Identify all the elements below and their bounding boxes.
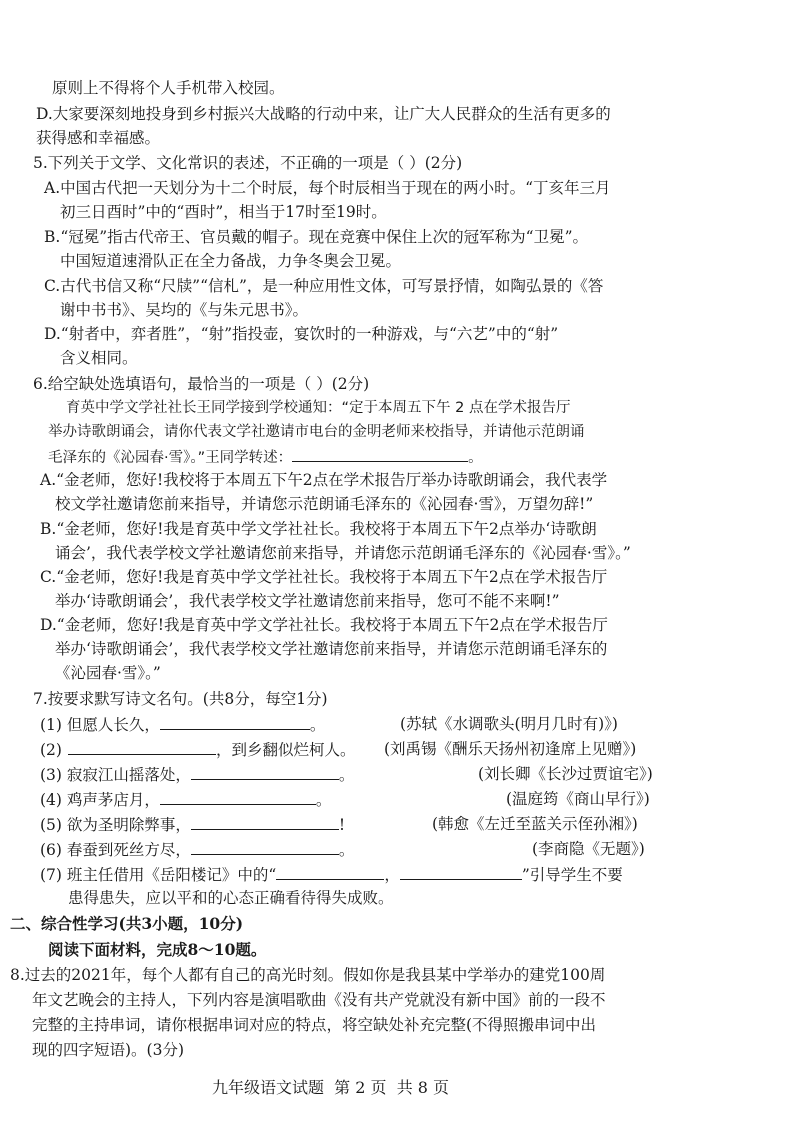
q7-6-source: (李商隐《无题》) xyxy=(532,840,645,858)
q7-stem: 7.按要求默写诗文名句。(共8分，每空1分) xyxy=(33,690,328,708)
q6-option-a-line1: A.“金老师，您好!我校将于本周五下午2点在学术报告厅举办诗歌朗诵会，我代表学 xyxy=(40,471,608,489)
q7-item-3 xyxy=(40,764,354,785)
q7-7-tail: ”引导学生不要 xyxy=(521,866,623,884)
q6-option-d-line2: 举办‘诗歌朗诵会’，我代表学校文学社邀请您前来指导，并请您示范朗诵毛泽东的 xyxy=(55,640,608,658)
q7-2-text: (2) xyxy=(40,741,62,759)
q5-option-b-line1: B.“冠冕”指古代帝王、官员戴的帽子。现在竞赛中保住上次的冠军称为“卫冕”。 xyxy=(44,228,589,246)
q7-item-1 xyxy=(40,714,325,735)
q6-stem: 6.给空缺处选填语句，最恰当的一项是（ ）(2分) xyxy=(33,375,370,393)
q8-line1: 8.过去的2021年，每个人都有自己的高光时刻。假如你是我县某中学举办的建党100周 xyxy=(10,966,606,984)
q7-3-blank[interactable] xyxy=(191,764,339,780)
q7-4-source: (温庭筠《商山早行》) xyxy=(506,790,650,808)
q6-material-line3 xyxy=(48,446,483,468)
q4-option-d-line1: D.大家要深刻地投身到乡村振兴大战略的行动中来，让广大人民群众的生活有更多的 xyxy=(36,105,611,123)
q7-1-source: (苏轼《水调歌头(明月几时有)》) xyxy=(400,715,618,733)
q5-option-c-line2: 谢中书书》、吴均的《与朱元思书》。 xyxy=(60,301,309,319)
q8-line3: 完整的主持串词，请你根据串词对应的特点，将空缺处补充完整(不得照搬串词中出 xyxy=(32,1016,597,1034)
q6-material-text: 毛泽东的《沁园春·雪》。”王同学转述： xyxy=(48,450,293,466)
q7-1-text: (1) 但愿人长久， xyxy=(40,716,160,734)
q6-option-b-line1: B.“金老师，您好!我是育英中学文学社社长。我校将于本周五下午2点举办‘诗歌朗 xyxy=(40,520,597,538)
q7-item-2 xyxy=(40,739,355,760)
q6-option-b-line2: 诵会’，我代表学校文学社邀请您前来指导，并请您示范朗诵毛泽东的《沁园春·雪》。” xyxy=(55,544,631,562)
q7-4-end: 。 xyxy=(315,791,332,809)
q8-line4: 现的四字短语)。(3分) xyxy=(32,1041,185,1059)
q7-5-text: (5) 欲为圣明除弊事， xyxy=(40,816,191,834)
q5-option-d-line1: D.“射者中，弈者胜”，“射”指投壶，宴饮时的一种游戏，与“六艺”中的“射” xyxy=(44,325,559,343)
q6-option-c-line2: 举办‘诗歌朗诵会’，我代表学校文学社邀请您前来指导，您可不能不来啊!” xyxy=(55,592,560,610)
q7-6-text: (6) 春蚕到死丝方尽， xyxy=(40,841,191,859)
q7-3-end: 。 xyxy=(338,766,355,784)
q5-option-b-line2: 中国短道速滑队正在全力备战，力争冬奥会卫冕。 xyxy=(60,252,402,270)
q7-6-blank[interactable] xyxy=(191,839,339,855)
q7-3-text: (3) 寂寂江山摇落处， xyxy=(40,766,191,784)
q7-item-6 xyxy=(40,839,354,860)
q6-material-period: 。 xyxy=(468,450,483,466)
q7-7-text: (7) 班主任借用《岳阳楼记》中的“ xyxy=(40,866,277,884)
q7-1-blank[interactable] xyxy=(160,714,310,730)
q7-7-blank-1[interactable] xyxy=(276,864,384,880)
q7-item-4 xyxy=(40,789,331,810)
q7-5-end: ! xyxy=(338,816,346,834)
q8-line2: 年文艺晚会的主持人，下列内容是演唱歌曲《没有共产党就没有新中国》前的一段不 xyxy=(32,991,606,1009)
q6-material-line2: 举办诗歌朗诵会，请你代表文学社邀请市电台的金明老师来校指导，并请他示范朗诵 xyxy=(48,424,585,440)
q7-4-blank[interactable] xyxy=(160,789,316,805)
section-2-intro: 阅读下面材料，完成8～10题。 xyxy=(48,940,267,959)
q6-answer-blank[interactable] xyxy=(292,446,468,462)
q7-6-end: 。 xyxy=(338,841,355,859)
q7-7-comma: ， xyxy=(384,866,400,884)
q7-item-7 xyxy=(40,864,623,885)
q4-option-d-line2: 获得感和幸福感。 xyxy=(36,129,161,147)
q7-3-source: (刘长卿《长沙过贾谊宅》) xyxy=(478,765,653,783)
q5-option-a-line1: A.中国古代把一天划分为十二个时辰，每个时辰相当于现在的两小时。“丁亥年三月 xyxy=(44,179,611,197)
q5-option-c-line1: C.古代书信又称“尺牍”“信札”，是一种应用性文体，可写景抒情，如陶弘景的《答 xyxy=(44,277,604,295)
q6-option-d-line3: 《沁园春·雪》。” xyxy=(55,664,161,682)
q5-option-a-line2: 初三日酉时”中的“酉时”，相当于17时至19时。 xyxy=(60,203,387,221)
q5-option-d-line2: 含义相同。 xyxy=(60,349,138,367)
q7-2-blank[interactable] xyxy=(68,739,216,755)
q6-material-line1: 育英中学文学社社长王同学接到学校通知：“定于本周五下午 2 点在学术报告厅 xyxy=(66,400,571,416)
q6-option-c-line1: C.“金老师，您好!我是育英中学文学社社长。我校将于本周五下午2点在学术报告厅 xyxy=(40,568,608,586)
q7-4-text: (4) 鸡声茅店月， xyxy=(40,791,160,809)
q7-item-7-line2: 患得患失，应以平和的心态正确看待得失成败。 xyxy=(68,889,394,907)
q5-stem: 5.下列关于文学、文化常识的表述，不正确的一项是（ ）(2分) xyxy=(33,154,463,172)
q4-option-c-continuation: 原则上不得将个人手机带入校园。 xyxy=(52,79,285,97)
page-footer: 九年级语文试题 第 2 页 共 8 页 xyxy=(212,1078,450,1097)
q7-7-blank-2[interactable] xyxy=(400,864,522,880)
q6-option-d-line1: D.“金老师，您好!我是育英中学文学社社长。我校将于本周五下午2点在学术报告厅 xyxy=(40,616,608,634)
q6-option-a-line2: 校文学社邀请您前来指导，并请您示范朗诵毛泽东的《沁园春·雪》，万望勿辞!” xyxy=(55,495,594,513)
q7-item-5 xyxy=(40,814,345,835)
q7-2-source: (刘禹锡《酬乐天扬州初逢席上见赠》) xyxy=(384,740,637,758)
section-2-title: 二、综合性学习(共3小题，10分) xyxy=(10,914,244,933)
q7-2-end: ，到乡翻似烂柯人。 xyxy=(215,741,356,759)
q7-5-source: (韩愈《左迁至蓝关示侄孙湘》) xyxy=(432,815,638,833)
q7-1-end: 。 xyxy=(309,716,326,734)
q7-5-blank[interactable] xyxy=(191,814,339,830)
